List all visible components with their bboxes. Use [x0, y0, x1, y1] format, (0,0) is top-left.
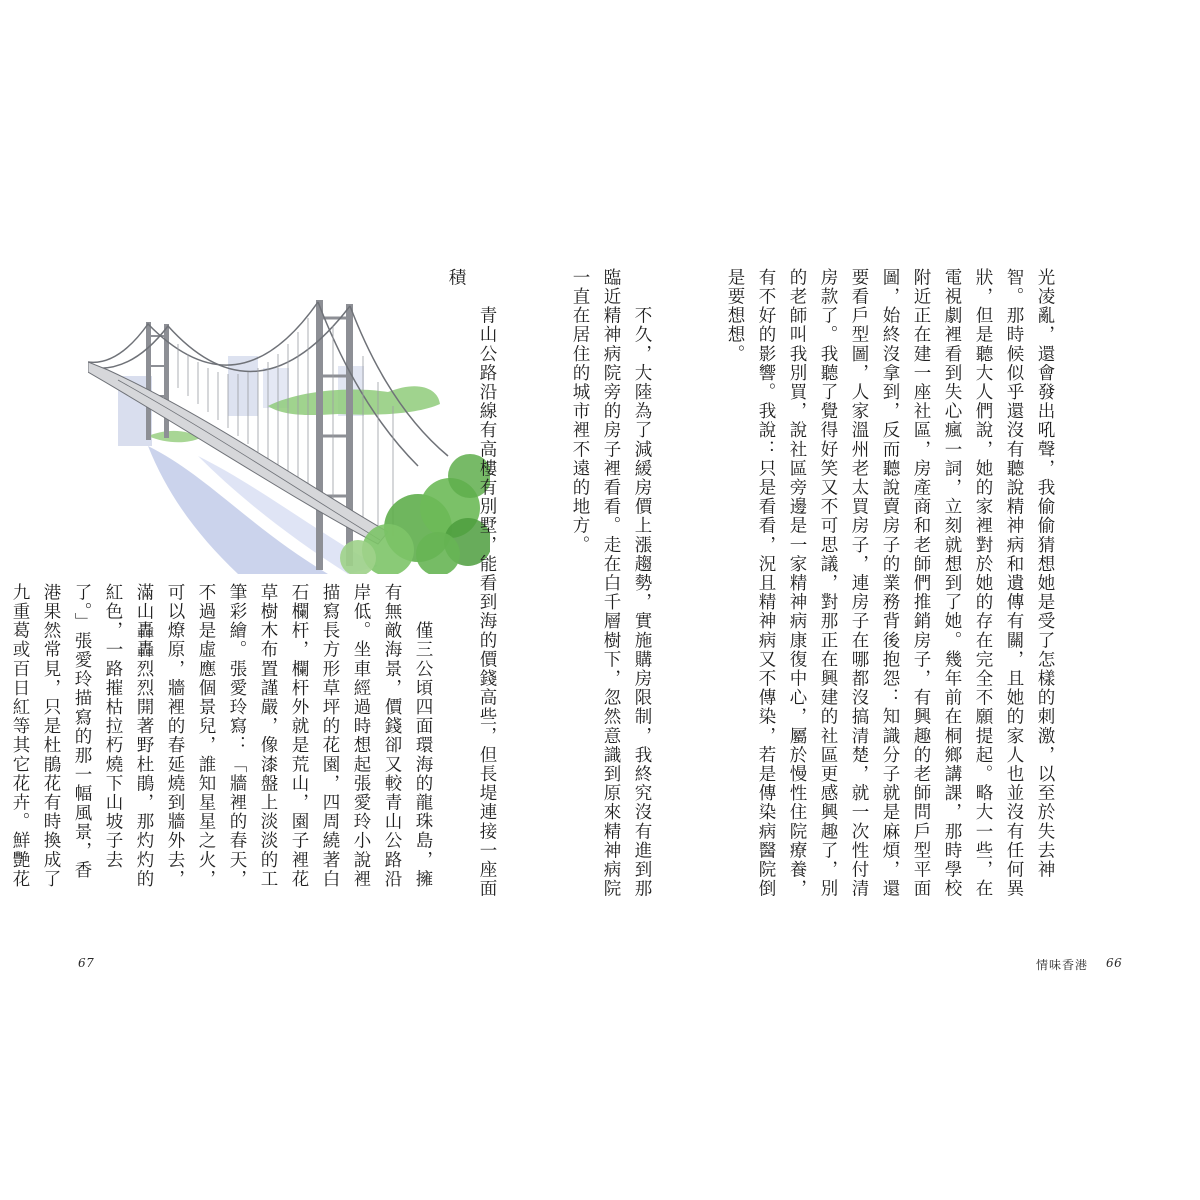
page-number-right: 66 [1106, 956, 1123, 970]
paragraph: 光凌亂，還會發出吼聲，我偷偷猜想她是受了怎樣的刺激，以至於失去神智。那時候似乎還沒有聽說精神病和遺傳有關，且她的家人也並沒有任何異狀，但是聽大人們說，她的家裡對於她的存在完全不願提起。略大一些，在電視劇裡看到失心瘋一詞，立刻就想到了她。幾年前在桐鄉講課，那時學校附近正在建一座社區，房產商和老師們推銷房子，有興趣的老師問戶型平面圖，始終沒拿到，反而聽說賣房子的業務背後抱怨：知識分子就是麻煩，還要看戶型圖，人家溫州老太買房子，連房子在哪都沒搞清楚，就一次性付清房款了。我聽了覺得好笑又不可思議，對那正在興建的社區更感興趣了，別的老師叫我別買，說社區旁邊是一家精神病康復中心，屬於慢性住院療養，有不好的影響。我說：只是看看，況且精神病又不傳染，若是傳染病醫院倒是要想想。 [725, 268, 1055, 899]
paragraph: 不久，大陸為了減緩房價上漲趨勢，實施購房限制，我終究沒有進到那臨近精神病院旁的房子裡看看。走在白千層樹下，忽然意識到原來精神病院一直在居住的城市裡不遠的地方。 [570, 268, 652, 899]
running-title: 情味香港 [1036, 958, 1089, 972]
paragraph: 僅三公頃四面環海的龍珠島，擁有無敵海景，價錢卻又較青山公路沿岸低。坐車經過時想起張愛玲小說裡描寫長方形草坪的花園，四周繞著白石欄杆，欄杆外就是荒山，園子裡花草樹木布置謹嚴，像漆盤上淡淡的工筆彩繪。張愛玲寫：「牆裡的春天，不過是虛應個景兒，誰知星星之火，可以燎原，牆裡的春延燒到牆外去，滿山轟轟烈烈開著野杜鵑，那灼灼的紅色，一路摧枯拉朽燒下山坡子去了。」張愛玲描寫的那一幅風景，香港果然常見，只是杜鵑花有時換成了九重葛或百日紅等其它花卉。鮮艷花 [10, 583, 433, 889]
right-body-text [446, 268, 1122, 908]
page-number-left: 67 [78, 956, 95, 970]
paragraph: 青山公路沿線有高樓有別墅，能看到海的價錢高些，但長堤連接一座面積 [446, 268, 497, 899]
